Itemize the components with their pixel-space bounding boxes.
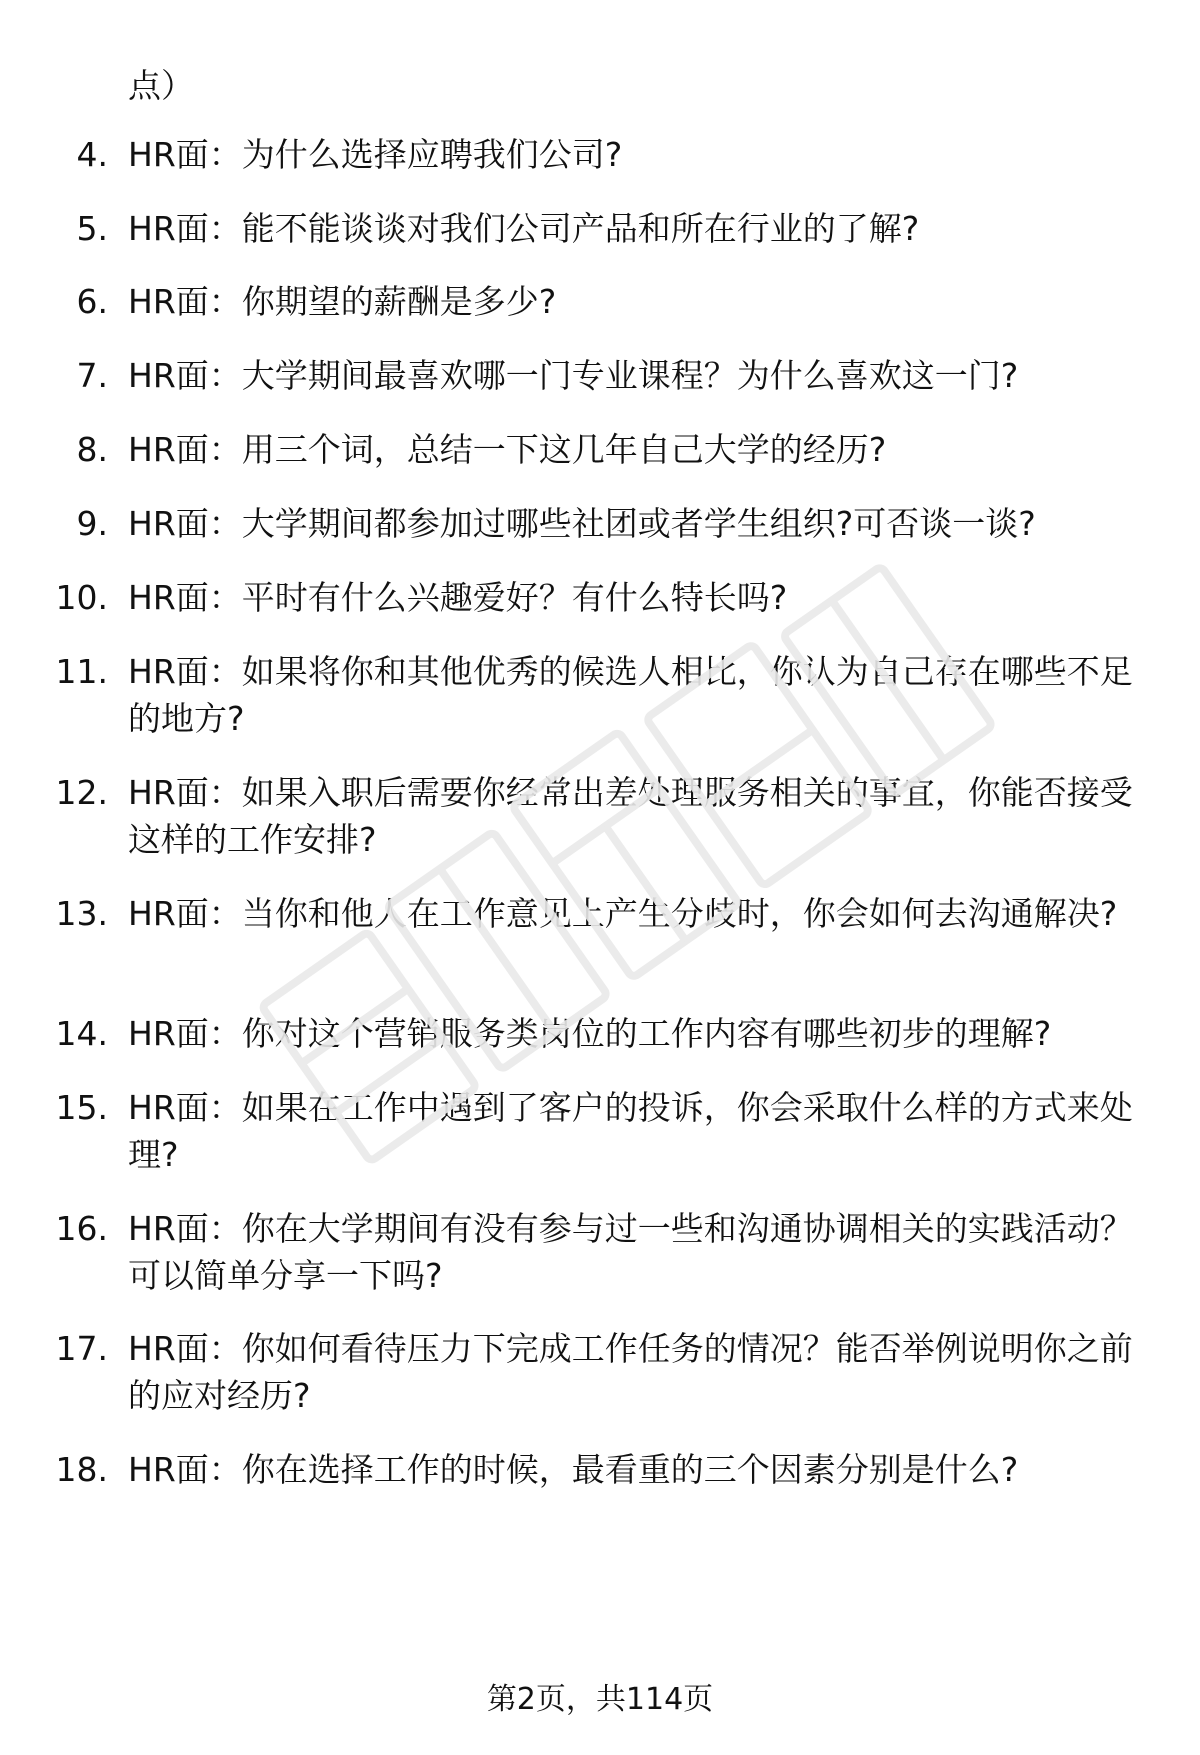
item-text: HR面：如果在工作中遇到了客户的投诉，你会采取什么样的方式来处理? <box>128 1088 1133 1174</box>
item-number: 12. <box>55 773 108 812</box>
item-number: 8. <box>76 430 108 469</box>
item-number: 15. <box>55 1088 108 1127</box>
item-text: HR面：你期望的薪酬是多少? <box>128 282 557 321</box>
item-number: 4. <box>76 135 108 174</box>
item-text: HR面：你对这个营销服务类岗位的工作内容有哪些初步的理解? <box>128 1014 1052 1053</box>
item-text: HR面：大学期间都参加过哪些社团或者学生组织?可否谈一谈? <box>128 504 1036 543</box>
item-text: HR面：平时有什么兴趣爱好？有什么特长吗? <box>128 578 788 617</box>
item-number: 7. <box>76 356 108 395</box>
continuation-text: 点） <box>128 66 194 105</box>
item-text: HR面：如果将你和其他优秀的候选人相比，你认为自己存在哪些不足的地方? <box>128 652 1133 738</box>
item-text: HR面：能不能谈谈对我们公司产品和所在行业的了解? <box>128 209 920 248</box>
item-number: 16. <box>55 1209 108 1248</box>
item-number: 17. <box>55 1329 108 1368</box>
item-text: HR面：当你和他人在工作意见上产生分歧时，你会如何去沟通解决? <box>128 894 1118 933</box>
item-number: 11. <box>55 652 108 691</box>
item-text: HR面：你在选择工作的时候，最看重的三个因素分别是什么? <box>128 1450 1019 1489</box>
item-number: 14. <box>55 1014 108 1053</box>
item-number: 13. <box>55 894 108 933</box>
item-number: 9. <box>76 504 108 543</box>
item-number: 10. <box>55 578 108 617</box>
item-text: HR面：如果入职后需要你经常出差处理服务相关的事宜，你能否接受这样的工作安排? <box>128 773 1133 859</box>
item-text: HR面：大学期间最喜欢哪一门专业课程？为什么喜欢这一门? <box>128 356 1019 395</box>
item-number: 18. <box>55 1450 108 1489</box>
page-footer: 第2页，共114页 <box>486 1682 714 1717</box>
item-number: 6. <box>76 282 108 321</box>
item-text: HR面：用三个词，总结一下这几年自己大学的经历? <box>128 430 887 469</box>
item-text: HR面：为什么选择应聘我们公司? <box>128 135 623 174</box>
item-text: HR面：你如何看待压力下完成工作任务的情况？能否举例说明你之前的应对经历? <box>128 1329 1133 1415</box>
item-number: 5. <box>76 209 108 248</box>
item-text: HR面：你在大学期间有没有参与过一些和沟通协调相关的实践活动？可以简单分享一下吗? <box>128 1209 1133 1295</box>
